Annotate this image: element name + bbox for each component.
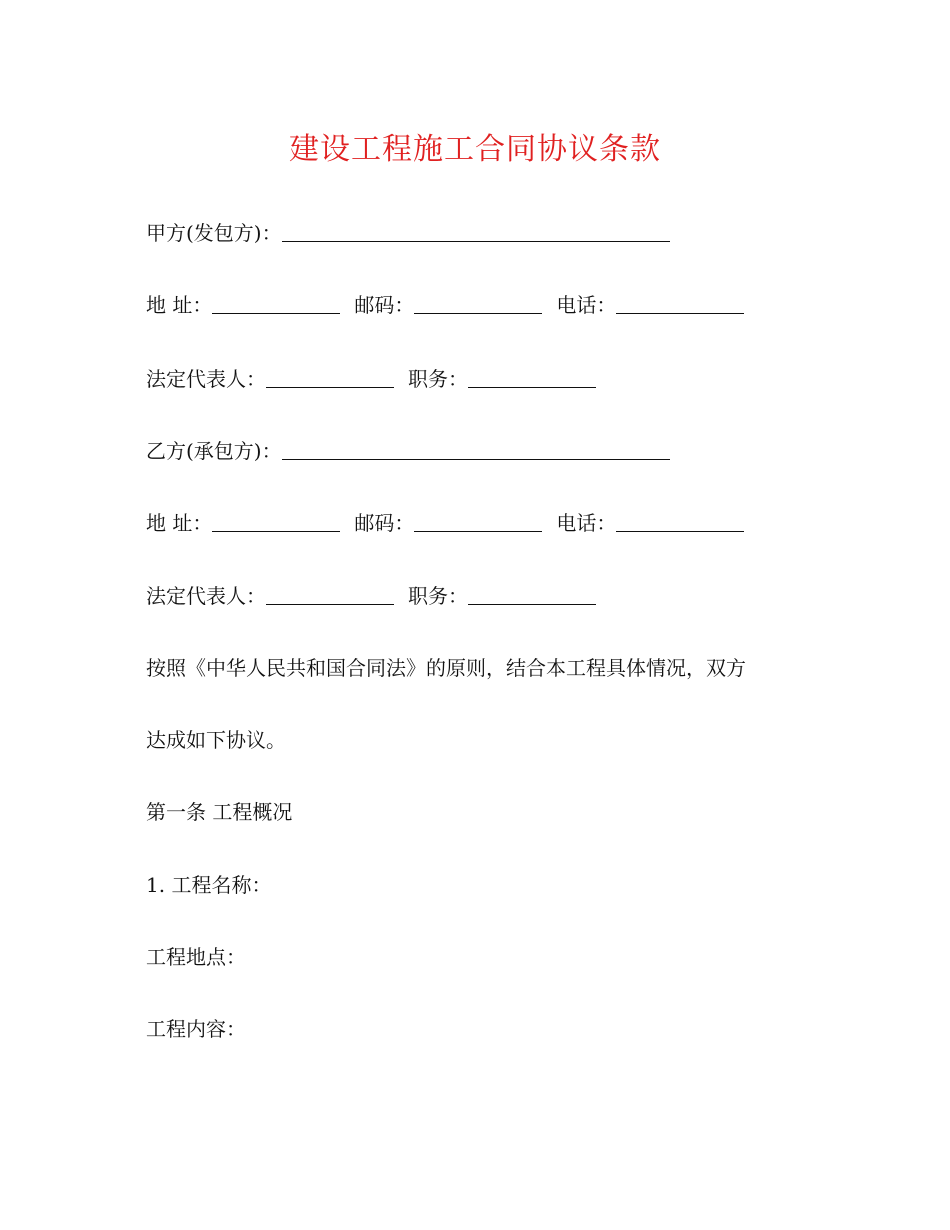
party-a-postcode-label: 邮码： <box>354 293 415 317</box>
party-a-rep-blank[interactable] <box>266 369 394 388</box>
party-b-position-blank[interactable] <box>468 586 596 605</box>
party-a-blank[interactable] <box>282 223 670 242</box>
party-b-postcode-label: 邮码： <box>354 511 415 535</box>
project-name-label: 1. 工程名称： <box>146 873 272 897</box>
party-a-position-blank[interactable] <box>468 369 596 388</box>
party-b-position-label: 职务： <box>408 584 468 608</box>
project-location-label: 工程地点： <box>146 945 246 969</box>
party-a-contact-line <box>146 290 744 320</box>
party-b-contact-line <box>146 508 744 538</box>
party-b-address-blank[interactable] <box>212 513 340 532</box>
party-b-line <box>146 436 670 466</box>
article-1-heading: 第一条 工程概况 <box>146 800 293 824</box>
party-b-blank[interactable] <box>282 441 670 460</box>
party-a-position-label: 职务： <box>408 367 468 391</box>
party-a-phone-blank[interactable] <box>616 295 744 314</box>
party-b-phone-label: 电话： <box>556 511 617 535</box>
party-b-postcode-blank[interactable] <box>414 513 542 532</box>
party-b-rep-blank[interactable] <box>266 586 394 605</box>
project-content-label: 工程内容： <box>146 1017 246 1041</box>
party-a-address-blank[interactable] <box>212 295 340 314</box>
party-a-rep-line <box>146 364 596 394</box>
intro-paragraph-line-2: 达成如下协议。 <box>146 728 286 752</box>
party-a-phone-label: 电话： <box>556 293 617 317</box>
party-b-address-label: 地 址： <box>146 511 213 535</box>
document-title: 建设工程施工合同协议条款 <box>289 132 661 167</box>
party-a-label: 甲方(发包方)： <box>146 221 282 245</box>
party-b-rep-label: 法定代表人： <box>146 584 266 608</box>
intro-paragraph-line-1: 按照《中华人民共和国合同法》的原则，结合本工程具体情况，双方 <box>146 656 746 680</box>
party-b-rep-line <box>146 581 596 611</box>
party-b-label: 乙方(承包方)： <box>146 439 282 463</box>
party-a-address-label: 地 址： <box>146 293 213 317</box>
party-a-rep-label: 法定代表人： <box>146 367 266 391</box>
party-a-line <box>146 218 670 248</box>
party-b-phone-blank[interactable] <box>616 513 744 532</box>
party-a-postcode-blank[interactable] <box>414 295 542 314</box>
